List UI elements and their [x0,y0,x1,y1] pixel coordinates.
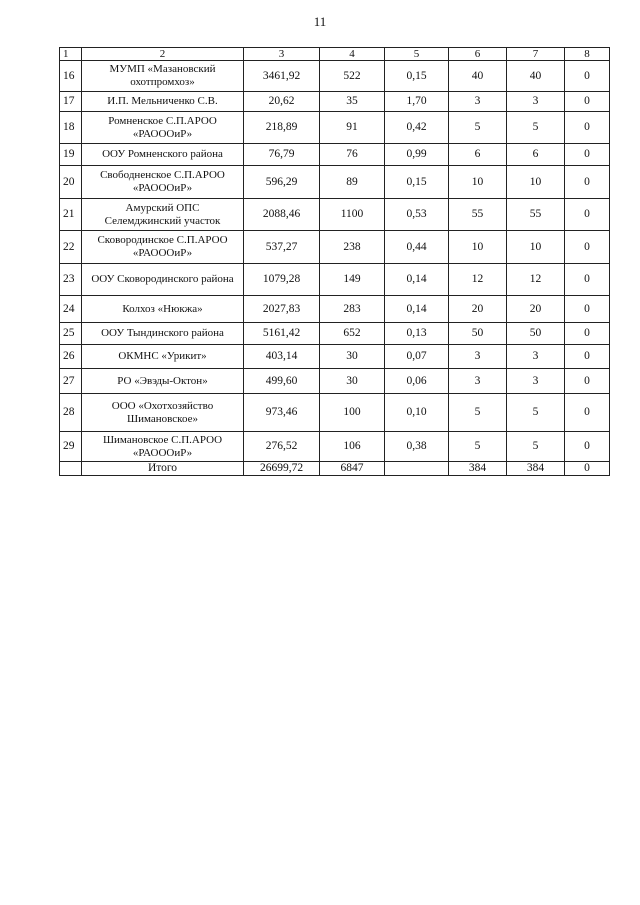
organization-name: Колхоз «Нюкжа» [82,296,244,323]
row-number: 23 [60,264,82,296]
cell-col-4: 100 [320,394,385,432]
table-row [60,231,610,264]
cell-col-8: 0 [565,231,610,264]
header-cell-8: 8 [565,48,610,61]
cell-col-5: 0,13 [385,323,449,345]
row-number: 22 [60,231,82,264]
table-row [60,61,610,92]
header-cell-3: 3 [244,48,320,61]
cell-col-7: 3 [507,345,565,369]
cell-col-3: 596,29 [244,166,320,199]
row-number-empty [60,462,82,476]
cell-col-3: 3461,92 [244,61,320,92]
cell-col-8: 0 [565,112,610,144]
cell-col-6: 40 [449,61,507,92]
organization-name: Шимановское С.П.АРОО «РАОООиР» [82,432,244,462]
row-number: 26 [60,345,82,369]
organization-name: ОКМНС «Урикит» [82,345,244,369]
organization-name: РО «Эвэды-Октон» [82,369,244,394]
data-table [59,47,610,476]
cell-col-5: 0,07 [385,345,449,369]
cell-col-4: 35 [320,92,385,112]
row-number: 27 [60,369,82,394]
row-number: 20 [60,166,82,199]
cell-col-6: 50 [449,323,507,345]
cell-col-7: 12 [507,264,565,296]
cell-col-7: 5 [507,432,565,462]
cell-col-6: 20 [449,296,507,323]
cell-col-4: 238 [320,231,385,264]
header-cell-6: 6 [449,48,507,61]
cell-col-5: 0,14 [385,264,449,296]
cell-col-3: 973,46 [244,394,320,432]
total-row [60,462,610,476]
organization-name: ООУ Ромненского района [82,144,244,166]
cell-col-5: 0,42 [385,112,449,144]
cell-col-6: 12 [449,264,507,296]
table-row [60,264,610,296]
table-row [60,199,610,231]
cell-col-8: 0 [565,462,610,476]
cell-col-7: 10 [507,231,565,264]
total-label: Итого [82,462,244,476]
header-cell-4: 4 [320,48,385,61]
cell-col-4: 283 [320,296,385,323]
row-number: 29 [60,432,82,462]
cell-col-5: 0,10 [385,394,449,432]
cell-col-6: 3 [449,369,507,394]
cell-col-8: 0 [565,199,610,231]
header-cell-5: 5 [385,48,449,61]
cell-col-8: 0 [565,432,610,462]
cell-col-5: 0,53 [385,199,449,231]
cell-col-3: 218,89 [244,112,320,144]
cell-col-8: 0 [565,264,610,296]
cell-col-4: 1100 [320,199,385,231]
table-row [60,144,610,166]
cell-col-8: 0 [565,166,610,199]
row-number: 28 [60,394,82,432]
table-row [60,323,610,345]
table-row [60,369,610,394]
cell-col-3: 5161,42 [244,323,320,345]
cell-col-7: 6 [507,144,565,166]
cell-col-6: 3 [449,92,507,112]
cell-col-6: 5 [449,394,507,432]
cell-col-6: 3 [449,345,507,369]
cell-col-3: 403,14 [244,345,320,369]
cell-col-4: 30 [320,369,385,394]
cell-col-6: 384 [449,462,507,476]
cell-col-7: 3 [507,92,565,112]
cell-col-7: 384 [507,462,565,476]
cell-col-5: 0,06 [385,369,449,394]
cell-col-7: 10 [507,166,565,199]
header-cell-7: 7 [507,48,565,61]
cell-col-3: 2027,83 [244,296,320,323]
row-number: 17 [60,92,82,112]
cell-col-3: 537,27 [244,231,320,264]
cell-col-4: 149 [320,264,385,296]
table-row [60,92,610,112]
cell-col-3: 1079,28 [244,264,320,296]
cell-col-7: 3 [507,369,565,394]
cell-col-6: 5 [449,112,507,144]
cell-col-8: 0 [565,296,610,323]
cell-col-6: 10 [449,166,507,199]
row-number: 25 [60,323,82,345]
cell-col-5: 0,44 [385,231,449,264]
cell-col-4: 652 [320,323,385,345]
cell-col-4: 91 [320,112,385,144]
cell-col-5: 0,15 [385,166,449,199]
cell-col-8: 0 [565,92,610,112]
cell-col-3: 76,79 [244,144,320,166]
header-cell-1: 1 [60,48,82,61]
table-row [60,166,610,199]
organization-name: ООО «Охотхозяйство Шимановское» [82,394,244,432]
header-cell-2: 2 [82,48,244,61]
organization-name: ООУ Тындинского района [82,323,244,345]
cell-col-3: 276,52 [244,432,320,462]
table-row [60,296,610,323]
row-number: 18 [60,112,82,144]
organization-name: МУМП «Мазановский охотпромхоз» [82,61,244,92]
cell-col-8: 0 [565,369,610,394]
organization-name: И.П. Мельниченко С.В. [82,92,244,112]
cell-col-7: 55 [507,199,565,231]
cell-col-4: 6847 [320,462,385,476]
cell-col-8: 0 [565,394,610,432]
cell-col-8: 0 [565,323,610,345]
table-row [60,394,610,432]
row-number: 16 [60,61,82,92]
cell-col-7: 5 [507,112,565,144]
cell-col-6: 5 [449,432,507,462]
cell-col-7: 40 [507,61,565,92]
cell-col-7: 5 [507,394,565,432]
cell-col-5: 0,99 [385,144,449,166]
cell-col-5: 1,70 [385,92,449,112]
cell-col-5: 0,38 [385,432,449,462]
cell-col-3: 20,62 [244,92,320,112]
cell-col-4: 522 [320,61,385,92]
organization-name: Сковородинское С.П.АРОО «РАОООиР» [82,231,244,264]
row-number: 19 [60,144,82,166]
organization-name: ООУ Сковородинского района [82,264,244,296]
page-number: 11 [313,14,327,29]
cell-col-3: 26699,72 [244,462,320,476]
organization-name: Ромненское С.П.АРОО «РАОООиР» [82,112,244,144]
cell-col-5: 0,14 [385,296,449,323]
cell-col-8: 0 [565,144,610,166]
cell-col-3: 499,60 [244,369,320,394]
table-row [60,112,610,144]
cell-col-3: 2088,46 [244,199,320,231]
row-number: 24 [60,296,82,323]
cell-col-6: 10 [449,231,507,264]
organization-name: Свободненское С.П.АРОО «РАОООиР» [82,166,244,199]
cell-col-5 [385,462,449,476]
cell-col-4: 30 [320,345,385,369]
cell-col-8: 0 [565,345,610,369]
cell-col-6: 6 [449,144,507,166]
cell-col-4: 106 [320,432,385,462]
cell-col-4: 89 [320,166,385,199]
cell-col-8: 0 [565,61,610,92]
cell-col-7: 50 [507,323,565,345]
cell-col-4: 76 [320,144,385,166]
table-header-row [60,48,610,61]
cell-col-7: 20 [507,296,565,323]
table-row [60,345,610,369]
row-number: 21 [60,199,82,231]
organization-name: Амурский ОПС Селемджинский участок [82,199,244,231]
cell-col-6: 55 [449,199,507,231]
table-row [60,432,610,462]
cell-col-5: 0,15 [385,61,449,92]
